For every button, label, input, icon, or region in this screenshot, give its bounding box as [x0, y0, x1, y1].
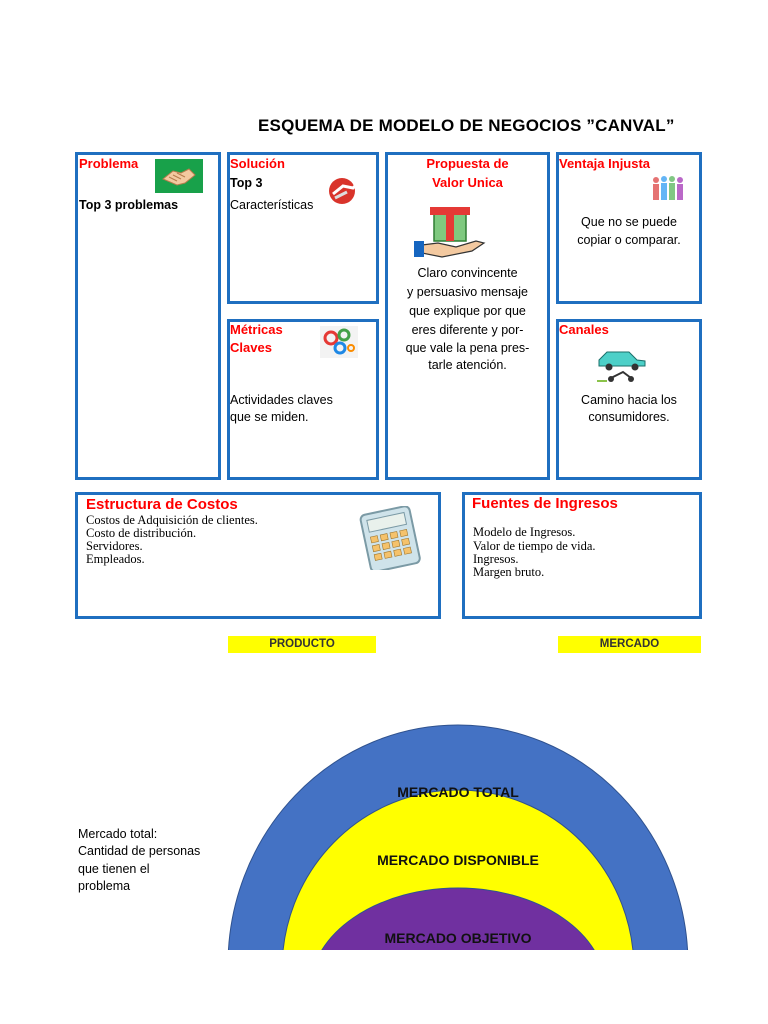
- mercado-note-4: problema: [78, 879, 131, 893]
- ventaja-header: Ventaja Injusta: [559, 156, 651, 171]
- ingresos-line-4: Margen bruto.: [473, 565, 545, 579]
- costos-line-4: Empleados.: [86, 552, 145, 566]
- page-title: ESQUEMA DE MODELO DE NEGOCIOS ”CANVAL”: [258, 116, 675, 135]
- propuesta-header-1: Propuesta de: [426, 156, 509, 171]
- solucion-header: Solución: [230, 156, 285, 171]
- metricas-line-1: Actividades claves: [230, 393, 333, 407]
- canales-line-1: Camino hacia los: [581, 393, 677, 407]
- propuesta-line-3: que explique por que: [409, 304, 526, 318]
- propuesta-line-5: que vale la pena pres-: [405, 341, 530, 355]
- mercado-note-1: Mercado total:: [78, 827, 158, 841]
- costos-line-1: Costos de Adquisición de clientes.: [86, 513, 258, 527]
- problema-header: Problema: [79, 156, 139, 171]
- ingresos-line-2: Valor de tiempo de vida.: [473, 539, 596, 553]
- propuesta-line-6: tarle atención.: [428, 358, 507, 372]
- ingresos-header: Fuentes de Ingresos: [472, 495, 618, 512]
- people-group-icon: [650, 174, 686, 204]
- gift-hand-icon: [412, 203, 492, 261]
- mercado-disponible-label: MERCADO DISPONIBLE: [377, 852, 539, 868]
- costos-line-2: Costo de distribución.: [86, 526, 197, 540]
- calculator-icon: [357, 506, 423, 570]
- solucion-top3: Top 3: [230, 176, 263, 190]
- wrench-hand-icon: [325, 176, 363, 206]
- metricas-line-2: que se miden.: [230, 410, 309, 424]
- gears-icon: [320, 326, 358, 358]
- solucion-caracteristicas: Características: [230, 198, 314, 212]
- metricas-header-2: Claves: [230, 340, 272, 355]
- propuesta-header-2: Valor Unica: [432, 175, 503, 190]
- mercado-note-2: Cantidad de personas: [78, 844, 201, 858]
- ventaja-line-2: copiar o comparar.: [577, 233, 681, 247]
- propuesta-line-1: Claro convincente: [417, 266, 518, 280]
- costos-header: Estructura de Costos: [86, 496, 238, 513]
- metricas-header-1: Métricas: [230, 322, 283, 337]
- producto-tag: PRODUCTO: [228, 636, 376, 653]
- ingresos-line-3: Ingresos.: [473, 552, 519, 566]
- ventaja-line-1: Que no se puede: [581, 215, 677, 229]
- propuesta-line-2: y persuasivo mensaje: [407, 285, 528, 299]
- problema-text: Top 3 problemas: [79, 198, 179, 212]
- mercado-note-3: que tienen el: [78, 862, 150, 876]
- canales-header: Canales: [559, 322, 609, 337]
- ingresos-line-1: Modelo de Ingresos.: [473, 525, 576, 539]
- car-scooter-icon: [595, 344, 651, 384]
- costos-line-3: Servidores.: [86, 539, 143, 553]
- handshake-icon: [155, 159, 203, 193]
- mercado-total-label: MERCADO TOTAL: [397, 784, 519, 800]
- canales-line-2: consumidores.: [588, 410, 670, 424]
- mercado-objetivo-label: MERCADO OBJETIVO: [384, 930, 532, 946]
- propuesta-line-4: eres diferente y por-: [411, 323, 524, 337]
- mercado-tag: MERCADO: [558, 636, 701, 653]
